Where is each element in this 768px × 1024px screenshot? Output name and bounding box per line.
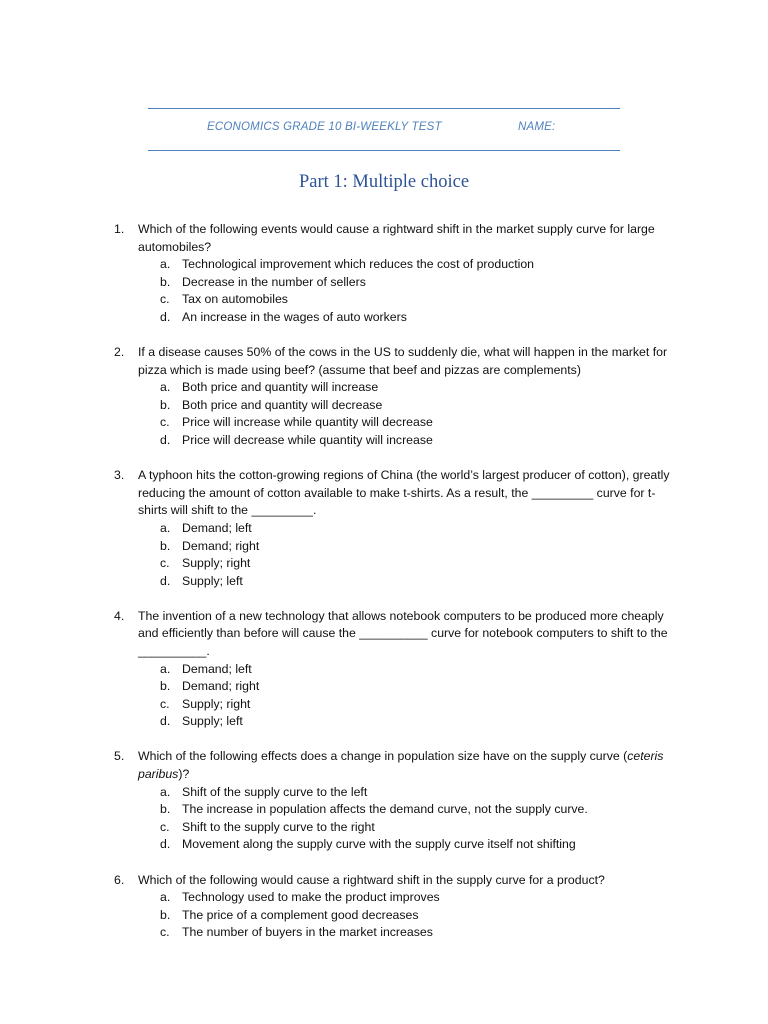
option-letter: a. xyxy=(160,890,171,905)
option-text: The number of buyers in the market increases xyxy=(182,925,433,940)
option-text: The price of a complement good decreases xyxy=(182,907,419,922)
option-text: Technological improvement which reduces the cost of production xyxy=(182,257,535,272)
question-number: 3. xyxy=(114,468,125,483)
question-1 xyxy=(114,221,684,327)
question-text-main: Which of the following effects does a change in population size have on the supply curve ( xyxy=(138,749,628,764)
question-text: Which of the following events would cause a rightward shift in the market supply curve for large automobiles? xyxy=(138,222,655,254)
option-c xyxy=(160,696,684,714)
option-a xyxy=(160,379,684,397)
option-text: The increase in population affects the demand curve, not the supply curve. xyxy=(182,802,588,817)
option-letter: a. xyxy=(160,257,171,272)
option-d xyxy=(160,836,684,854)
option-text: Supply; right xyxy=(182,556,251,571)
question-number: 2. xyxy=(114,345,125,360)
question-text-italic: ceteris paribus xyxy=(138,749,664,782)
question-number: 1. xyxy=(114,222,125,236)
option-text: Tax on automobiles xyxy=(182,292,288,307)
option-letter: c. xyxy=(160,696,170,711)
option-letter: c. xyxy=(160,415,170,430)
option-c xyxy=(160,819,684,837)
option-text: Both price and quantity will decrease xyxy=(182,397,383,412)
question-list xyxy=(114,221,684,959)
option-text: Price will increase while quantity will decrease xyxy=(182,415,433,430)
option-list xyxy=(138,256,684,326)
option-text: Technology used to make the product improves xyxy=(182,890,440,905)
question-text-end: )? xyxy=(178,767,190,782)
option-text: Shift of the supply curve to the left xyxy=(182,784,368,799)
option-letter: c. xyxy=(160,556,170,571)
option-letter: d. xyxy=(160,309,171,324)
question-2 xyxy=(114,344,684,450)
option-c xyxy=(160,414,684,432)
question-number: 4. xyxy=(114,608,125,623)
name-label: NAME: xyxy=(518,121,556,133)
option-d xyxy=(160,573,684,591)
question-text: If a disease causes 50% of the cows in the US to suddenly die, what will happen in the market for pizza which is made using beef? (assume that beef and pizzas are complements) xyxy=(138,345,668,377)
option-text: Decrease in the number of sellers xyxy=(182,274,366,289)
option-letter: a. xyxy=(160,661,171,676)
option-list xyxy=(138,889,684,942)
option-c xyxy=(160,924,684,942)
option-list xyxy=(138,520,684,590)
question-number: 5. xyxy=(114,749,125,764)
option-b xyxy=(160,538,684,556)
option-b xyxy=(160,274,684,292)
option-text: An increase in the wages of auto workers xyxy=(182,309,407,324)
option-text: Demand; right xyxy=(182,679,260,694)
option-text: Both price and quantity will increase xyxy=(182,380,379,395)
option-a xyxy=(160,520,684,538)
option-letter: c. xyxy=(160,292,170,307)
option-letter: d. xyxy=(160,837,171,852)
option-d xyxy=(160,309,684,327)
option-letter: a. xyxy=(160,520,171,535)
option-d xyxy=(160,432,684,450)
option-text: Demand; left xyxy=(182,661,252,676)
option-text: Shift to the supply curve to the right xyxy=(182,819,375,834)
option-list xyxy=(138,784,684,854)
option-letter: a. xyxy=(160,784,171,799)
option-c xyxy=(160,555,684,573)
header-bottom-rule xyxy=(148,150,620,151)
option-letter: d. xyxy=(160,714,171,729)
option-list xyxy=(138,661,684,731)
question-number: 6. xyxy=(114,872,125,887)
option-b xyxy=(160,397,684,415)
option-letter: c. xyxy=(160,819,170,834)
question-4 xyxy=(114,608,684,731)
question-6 xyxy=(114,872,684,942)
option-text: Movement along the supply curve with the supply curve itself not shifting xyxy=(182,837,576,852)
option-letter: d. xyxy=(160,573,171,588)
question-text xyxy=(138,748,684,783)
option-a xyxy=(160,784,684,802)
option-letter: b. xyxy=(160,274,171,289)
option-letter: c. xyxy=(160,925,170,940)
option-b xyxy=(160,907,684,925)
question-3 xyxy=(114,467,684,590)
option-d xyxy=(160,713,684,731)
option-text: Price will decrease while quantity will increase xyxy=(182,433,433,448)
question-5 xyxy=(114,748,684,854)
option-text: Supply; left xyxy=(182,573,243,588)
option-text: Demand; left xyxy=(182,520,252,535)
option-text: Demand; right xyxy=(182,538,260,553)
question-text: A typhoon hits the cotton-growing regions of China (the world’s largest producer of cotton), greatly reducing the amount of cotton available to make t-shirts. As a result, the _________ curve for t-shirts will shift to the _________. xyxy=(138,468,670,518)
option-letter: b. xyxy=(160,679,171,694)
option-letter: a. xyxy=(160,380,171,395)
question-text: The invention of a new technology that allows notebook computers to be produced more cheaply and efficiently than before will cause the __________ curve for notebook computers to shift to the __________. xyxy=(138,608,668,658)
test-title: ECONOMICS GRADE 10 BI-WEEKLY TEST xyxy=(207,121,442,133)
option-letter: b. xyxy=(160,538,171,553)
option-letter: b. xyxy=(160,907,171,922)
header-top-rule xyxy=(148,108,620,109)
option-a xyxy=(160,256,684,274)
option-b xyxy=(160,801,684,819)
option-letter: d. xyxy=(160,433,171,448)
option-a xyxy=(160,661,684,679)
option-list xyxy=(138,379,684,449)
option-text: Supply; left xyxy=(182,714,243,729)
option-letter: b. xyxy=(160,397,171,412)
option-text: Supply; right xyxy=(182,696,251,711)
option-letter: b. xyxy=(160,802,171,817)
question-text: Which of the following would cause a rightward shift in the supply curve for a product? xyxy=(138,872,605,887)
option-a xyxy=(160,889,684,907)
option-b xyxy=(160,678,684,696)
part-title: Part 1: Multiple choice xyxy=(298,172,470,192)
option-c xyxy=(160,291,684,309)
